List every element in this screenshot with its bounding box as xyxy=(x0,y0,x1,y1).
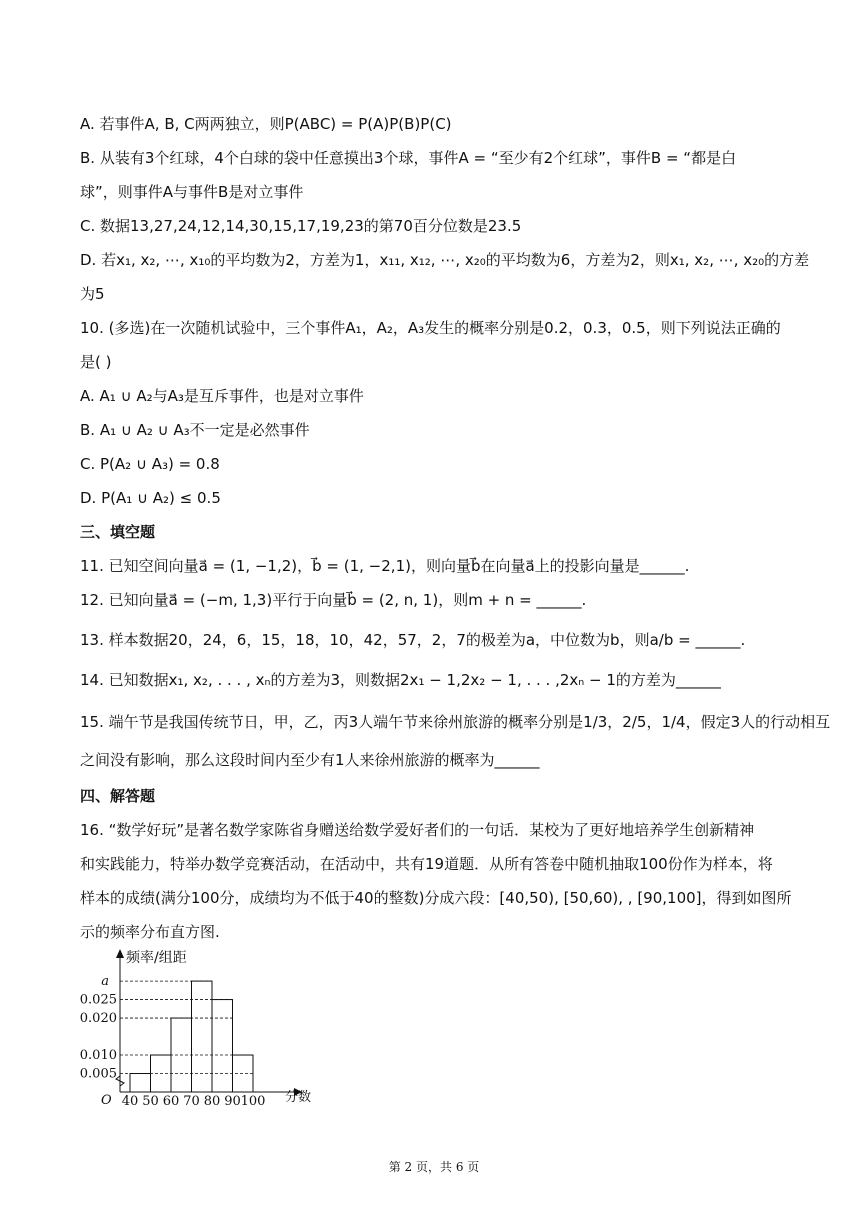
x-axis-label: 分数 xyxy=(285,1090,312,1105)
question-15: 15. 端午节是我国传统节日，甲，乙，丙3人端午节来徐州旅游的概率分别是1/3，2/5，1/4，假定3人的行动相互 xyxy=(80,713,831,731)
option-10d: D. P(A₁ ∪ A₂) ≤ 0.5 xyxy=(80,489,221,507)
section-answers: 四、解答题 xyxy=(80,787,156,805)
y-tick-label: a xyxy=(101,974,109,990)
option-10a: A. A₁ ∪ A₂与A₃是互斥事件，也是对立事件 xyxy=(80,387,364,405)
y-tick-label: 0.020 xyxy=(79,1011,117,1027)
question-10: 10. (多选)在一次随机试验中，三个事件A₁，A₂，A₃发生的概率分别是0.2，0.3，0.5，则下列说法正确的 xyxy=(80,319,781,337)
question-12: 12. 已知向量a⃗ = (−m, 1,3)平行于向量b⃗ = (2, n, 1)，则m + n = ______. xyxy=(80,591,587,609)
question-16-cont-1: 和实践能力，特举办数学竞赛活动，在活动中，共有19道题．从所有答卷中随机抽取100份作为样本，将 xyxy=(80,855,773,873)
question-10-cont: 是( ) xyxy=(80,353,112,371)
x-tick-label: 70 xyxy=(183,1094,200,1106)
option-9c: C. 数据13,27,24,12,14,30,15,17,19,23的第70百分位数是23.5 xyxy=(80,217,522,235)
question-11: 11. 已知空间向量a⃗ = (1, −1,2)，b⃗ = (1, −2,1)，则向量b⃗在向量a⃗上的投影向量是______. xyxy=(80,557,690,575)
histogram-bar xyxy=(192,981,213,1092)
x-tick-label: 100 xyxy=(240,1094,266,1106)
x-tick-label: 50 xyxy=(142,1094,159,1106)
question-15-cont: 之间没有影响，那么这段时间内至少有1人来徐州旅游的概率为______ xyxy=(80,751,540,769)
option-9d-cont: 为5 xyxy=(80,285,105,303)
y-tick-label: 0.025 xyxy=(79,992,117,1008)
question-14: 14. 已知数据x₁, x₂, . . . , xₙ的方差为3，则数据2x₁ − 1,2x₂ − 1, . . . ,2xₙ − 1的方差为______ xyxy=(80,671,721,689)
histogram-bar xyxy=(212,1000,233,1092)
question-13: 13. 样本数据20，24，6，15，18，10，42，57，2，7的极差为a，中位数为b，则a/b = ______. xyxy=(80,631,746,649)
y-axis-arrow xyxy=(116,949,124,958)
question-16: 16. “数学好玩”是著名数学家陈省身赠送给数学爱好者们的一句话．某校为了更好地培养学生创新精神 xyxy=(80,821,755,839)
origin-label: O xyxy=(101,1093,112,1106)
option-9a: A. 若事件A, B, C两两独立，则P(ABC) = P(A)P(B)P(C) xyxy=(80,115,452,133)
x-tick-label: 80 xyxy=(203,1094,221,1106)
page-footer: 第 2 页，共 6 页 xyxy=(388,1160,480,1174)
frequency-histogram xyxy=(76,944,316,1106)
histogram-bars xyxy=(130,981,253,1092)
y-axis-label: 频率/组距 xyxy=(126,950,187,966)
y-tick-label: 0.005 xyxy=(79,1066,117,1082)
y-tick-labels xyxy=(80,974,117,1081)
section-fill-in: 三、填空题 xyxy=(80,523,156,541)
histogram-bar xyxy=(130,1074,151,1092)
x-tick-label: 40 xyxy=(121,1094,139,1106)
x-tick-labels xyxy=(122,1094,266,1106)
option-10c: C. P(A₂ ∪ A₃) = 0.8 xyxy=(80,455,220,473)
y-tick-label: 0.010 xyxy=(79,1048,117,1064)
question-16-cont-3: 示的频率分布直方图. xyxy=(80,923,220,941)
option-10b: B. A₁ ∪ A₂ ∪ A₃不一定是必然事件 xyxy=(80,421,310,439)
option-9d: D. 若x₁, x₂, ⋯, x₁₀的平均数为2，方差为1，x₁₁, x₁₂, ⋯, x₂₀的平均数为6，方差为2，则x₁, x₂, ⋯, x₂₀的方差 xyxy=(80,251,810,269)
x-tick-label: 60 xyxy=(162,1094,180,1106)
option-9b: B. 从装有3个红球，4个白球的袋中任意摸出3个球，事件A = “至少有2个红球”，事件B = “都是白 xyxy=(80,149,737,167)
option-9b-cont: 球”，则事件A与事件B是对立事件 xyxy=(80,183,304,201)
dashed-gridlines xyxy=(120,981,253,1073)
question-16-cont-2: 样本的成绩(满分100分，成绩均为不低于40的整数)分成六段：[40,50), [50,60), , [90,100]，得到如图所 xyxy=(80,889,792,907)
x-tick-label: 90 xyxy=(224,1094,241,1106)
